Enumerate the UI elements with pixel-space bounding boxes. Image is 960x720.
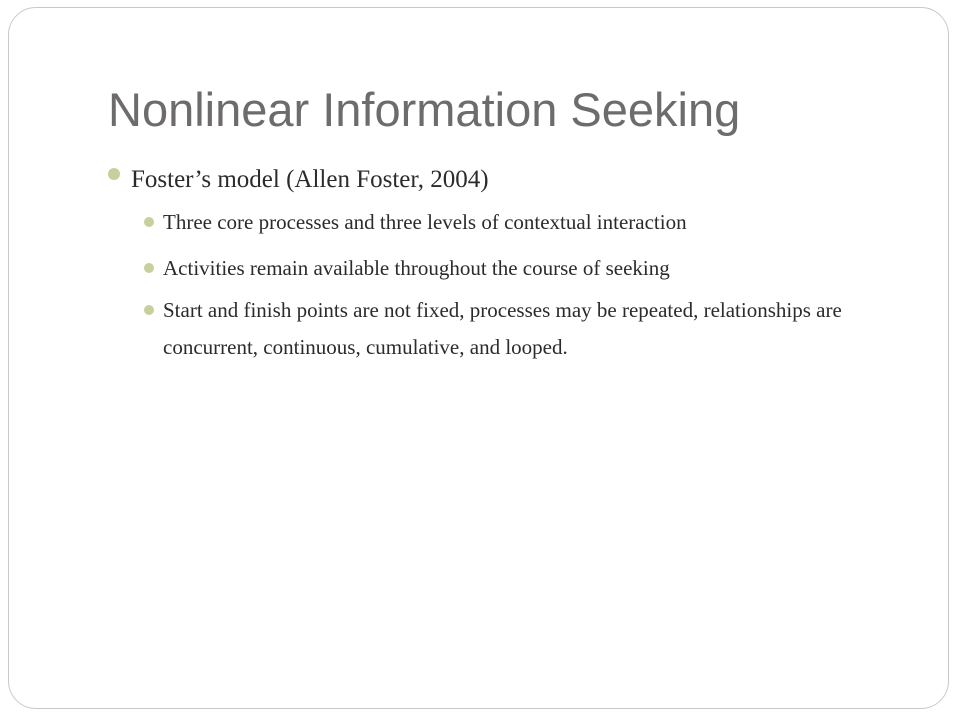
bullet-item: Foster’s model (Allen Foster, 2004): [131, 166, 489, 193]
sub-bullet-item: Activities remain available throughout the course of seeking: [163, 256, 670, 280]
sub-bullet-item: Three core processes and three levels of contextual interaction: [163, 210, 687, 234]
sub-bullet-dot-icon: [144, 305, 154, 315]
bullet-dot-icon: [108, 168, 120, 180]
sub-bullet-dot-icon: [144, 217, 154, 227]
slide-title: Nonlinear Information Seeking: [108, 83, 741, 136]
sub-bullet-item: Start and finish points are not fixed, processes may be repeated, relationships are concurrent, continuous, cumulative, and looped.: [163, 298, 842, 359]
sub-bullet-dot-icon: [144, 263, 154, 273]
